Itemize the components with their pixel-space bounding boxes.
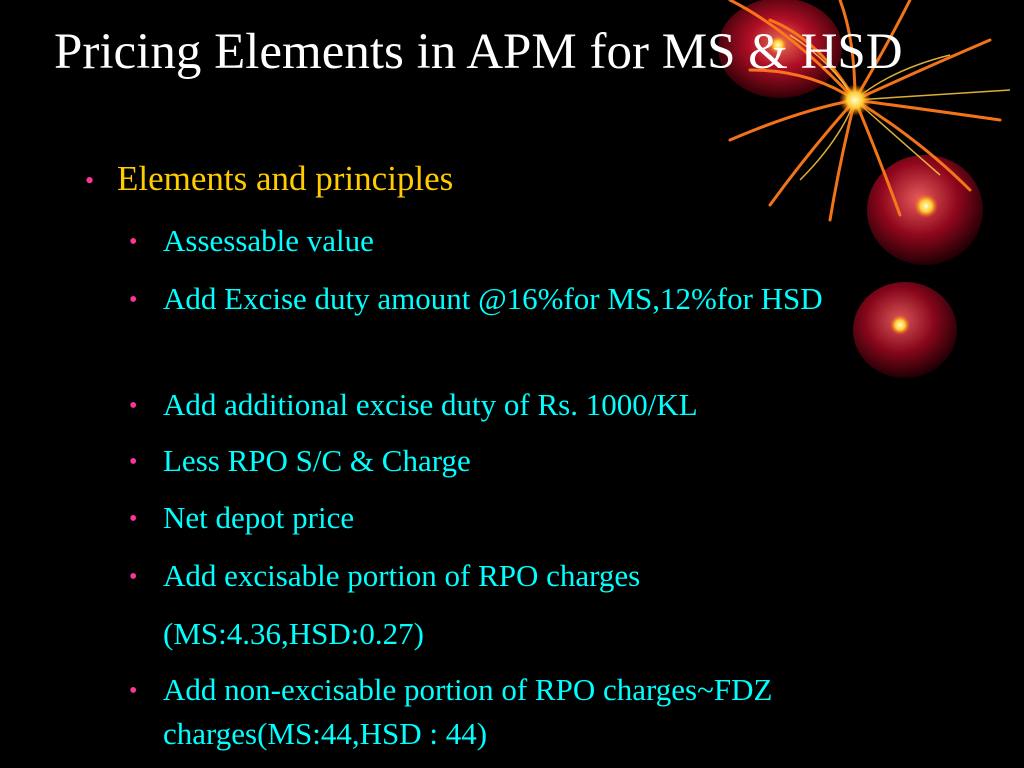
list-item-text: Add additional excise duty of Rs. 1000/KL [163,387,698,422]
bullet-icon: • [129,564,138,590]
bullet-icon: • [129,229,138,255]
list-item-continuation: (MS:4.36,HSD:0.27) [163,616,424,651]
slide-title: Pricing Elements in APM for MS & HSD [54,24,903,80]
bullet-icon: • [129,287,138,313]
bullet-icon: • [129,678,138,704]
bullet-icon: • [129,393,138,419]
heading-bullet-text: Elements and principles [117,159,454,198]
bullet-icon: • [129,506,138,532]
list-item-text: Assessable value [163,223,374,258]
list-item-text: Less RPO S/C & Charge [163,443,471,478]
bullet-icon: • [129,449,138,475]
list-item-text: Net depot price [163,500,355,535]
list-item-text: Add Excise duty amount @16%for MS,12%for HSD [163,281,823,316]
list-item-text: Add non-excisable portion of RPO charges~FDZ charges(MS:44,HSD : 44) [163,672,773,751]
bullet-icon: • [85,166,95,195]
list-item-text: Add excisable portion of RPO charges [163,558,641,593]
